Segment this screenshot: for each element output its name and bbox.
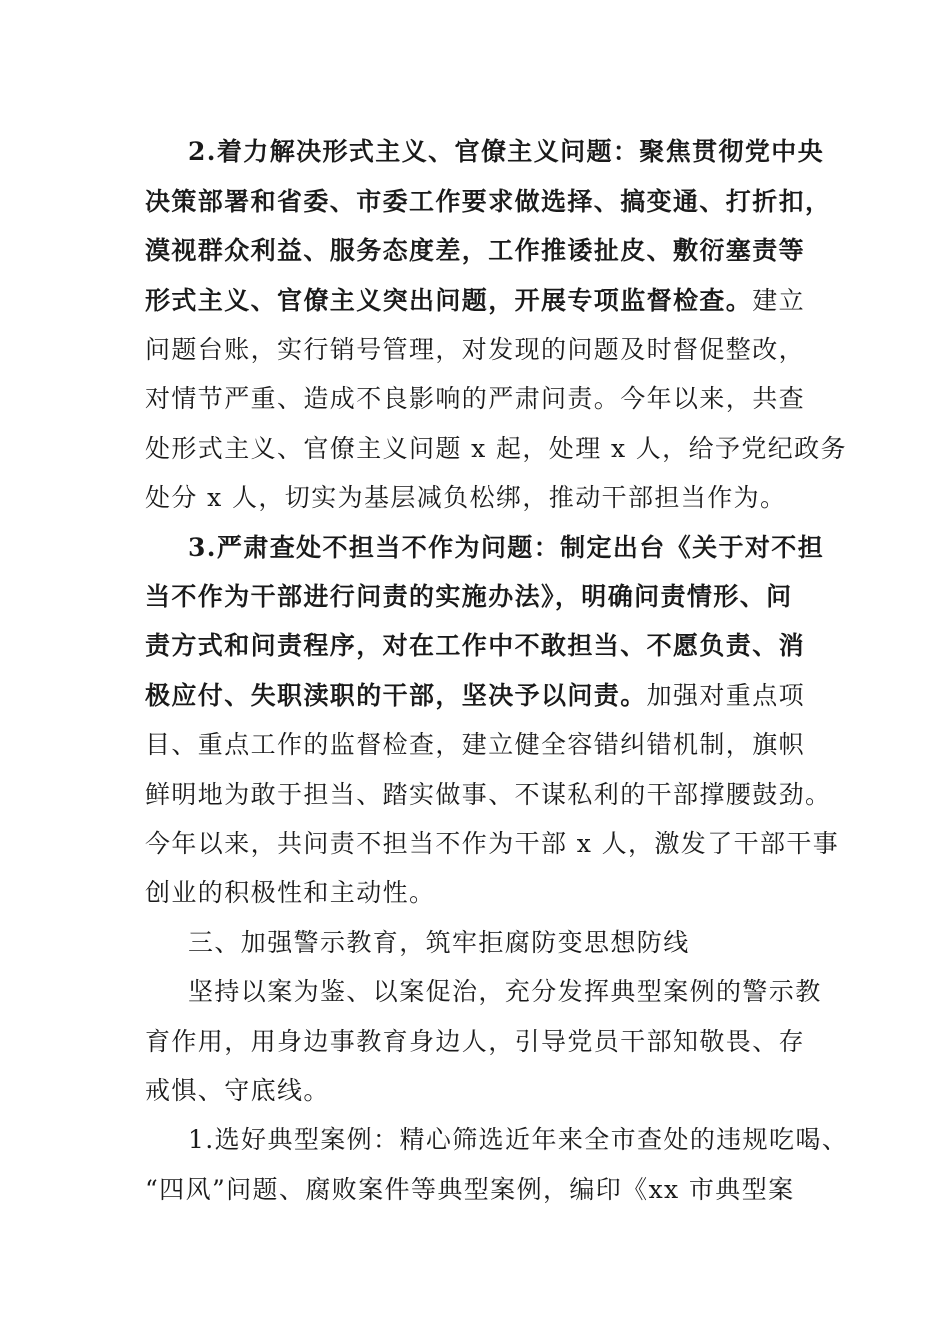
regular-text: 1.选好典型案例：精心筛选近年来全市查处的违规吃喝、 <box>188 1125 849 1154</box>
text-line <box>145 480 786 516</box>
text-line <box>145 184 831 220</box>
bold-text: 极应付、失职渎职的干部，坚决予以问责。 <box>145 681 647 710</box>
bold-text: 2.着力解决形式主义、官僚主义问题：聚焦贯彻党中央 <box>188 137 825 166</box>
bold-text: 当不作为干部进行问责的实施办法》，明确问责情形、问 <box>145 582 793 611</box>
bold-text: 3.严肃查处不担当不作为问题：制定出台《关于对不担 <box>188 533 825 562</box>
regular-text: 育作用，用身边事教育身边人，引导党员干部知敬畏、存 <box>145 1027 806 1056</box>
text-line <box>145 727 805 763</box>
regular-text: 对情节严重、造成不良影响的严肃问责。今年以来，共查 <box>145 384 806 413</box>
regular-text: 问题台账，实行销号管理，对发现的问题及时督促整改， <box>145 335 806 364</box>
bold-text: 责方式和问责程序，对在工作中不敢担当、不愿负责、消 <box>145 631 806 660</box>
text-line <box>145 1172 795 1208</box>
text-line <box>145 628 805 664</box>
text-line <box>145 777 831 813</box>
regular-text: 创业的积极性和主动性。 <box>145 878 436 907</box>
text-line <box>145 332 805 368</box>
text-line <box>145 283 805 319</box>
regular-text: “四风”问题、腐败案件等典型案例，编印《xx 市典型案 <box>145 1175 795 1204</box>
regular-text: 加强对重点项 <box>646 681 806 710</box>
text-line <box>188 1122 848 1158</box>
text-line <box>145 233 805 269</box>
text-line <box>145 431 847 467</box>
regular-text: 鲜明地为敢于担当、踏实做事、不谋私利的干部撑腰鼓劲。 <box>145 780 832 809</box>
bold-text: 决策部署和省委、市委工作要求做选择、搞变通、打折扣， <box>145 187 832 216</box>
bold-text: 漠视群众利益、服务态度差，工作推诿扯皮、敷衍塞责等 <box>145 236 806 265</box>
text-line <box>145 1024 805 1060</box>
text-line <box>188 974 822 1010</box>
regular-text: 处形式主义、官僚主义问题 x 起，处理 x 人，给予党纪政务 <box>145 434 847 463</box>
text-line <box>188 530 824 566</box>
section-heading <box>188 925 690 961</box>
text-line <box>188 134 824 170</box>
regular-text: 处分 x 人，切实为基层减负松绑，推动干部担当作为。 <box>145 483 787 512</box>
bold-text: 形式主义、官僚主义突出问题，开展专项监督检查。 <box>145 286 753 315</box>
regular-text: 今年以来，共问责不担当不作为干部 x 人，激发了干部干事 <box>145 829 840 858</box>
regular-text: 建立 <box>752 286 806 315</box>
text-line <box>145 579 793 615</box>
text-line <box>145 826 839 862</box>
regular-text: 戒惧、守底线。 <box>145 1076 330 1105</box>
text-line <box>145 875 435 911</box>
text-line <box>145 381 805 417</box>
text-line <box>145 678 805 714</box>
regular-text: 三、加强警示教育，筑牢拒腐防变思想防线 <box>188 928 690 957</box>
text-line <box>145 1073 330 1109</box>
regular-text: 目、重点工作的监督检查，建立健全容错纠错机制，旗帜 <box>145 730 806 759</box>
regular-text: 坚持以案为鉴、以案促治，充分发挥典型案例的警示教 <box>188 977 822 1006</box>
